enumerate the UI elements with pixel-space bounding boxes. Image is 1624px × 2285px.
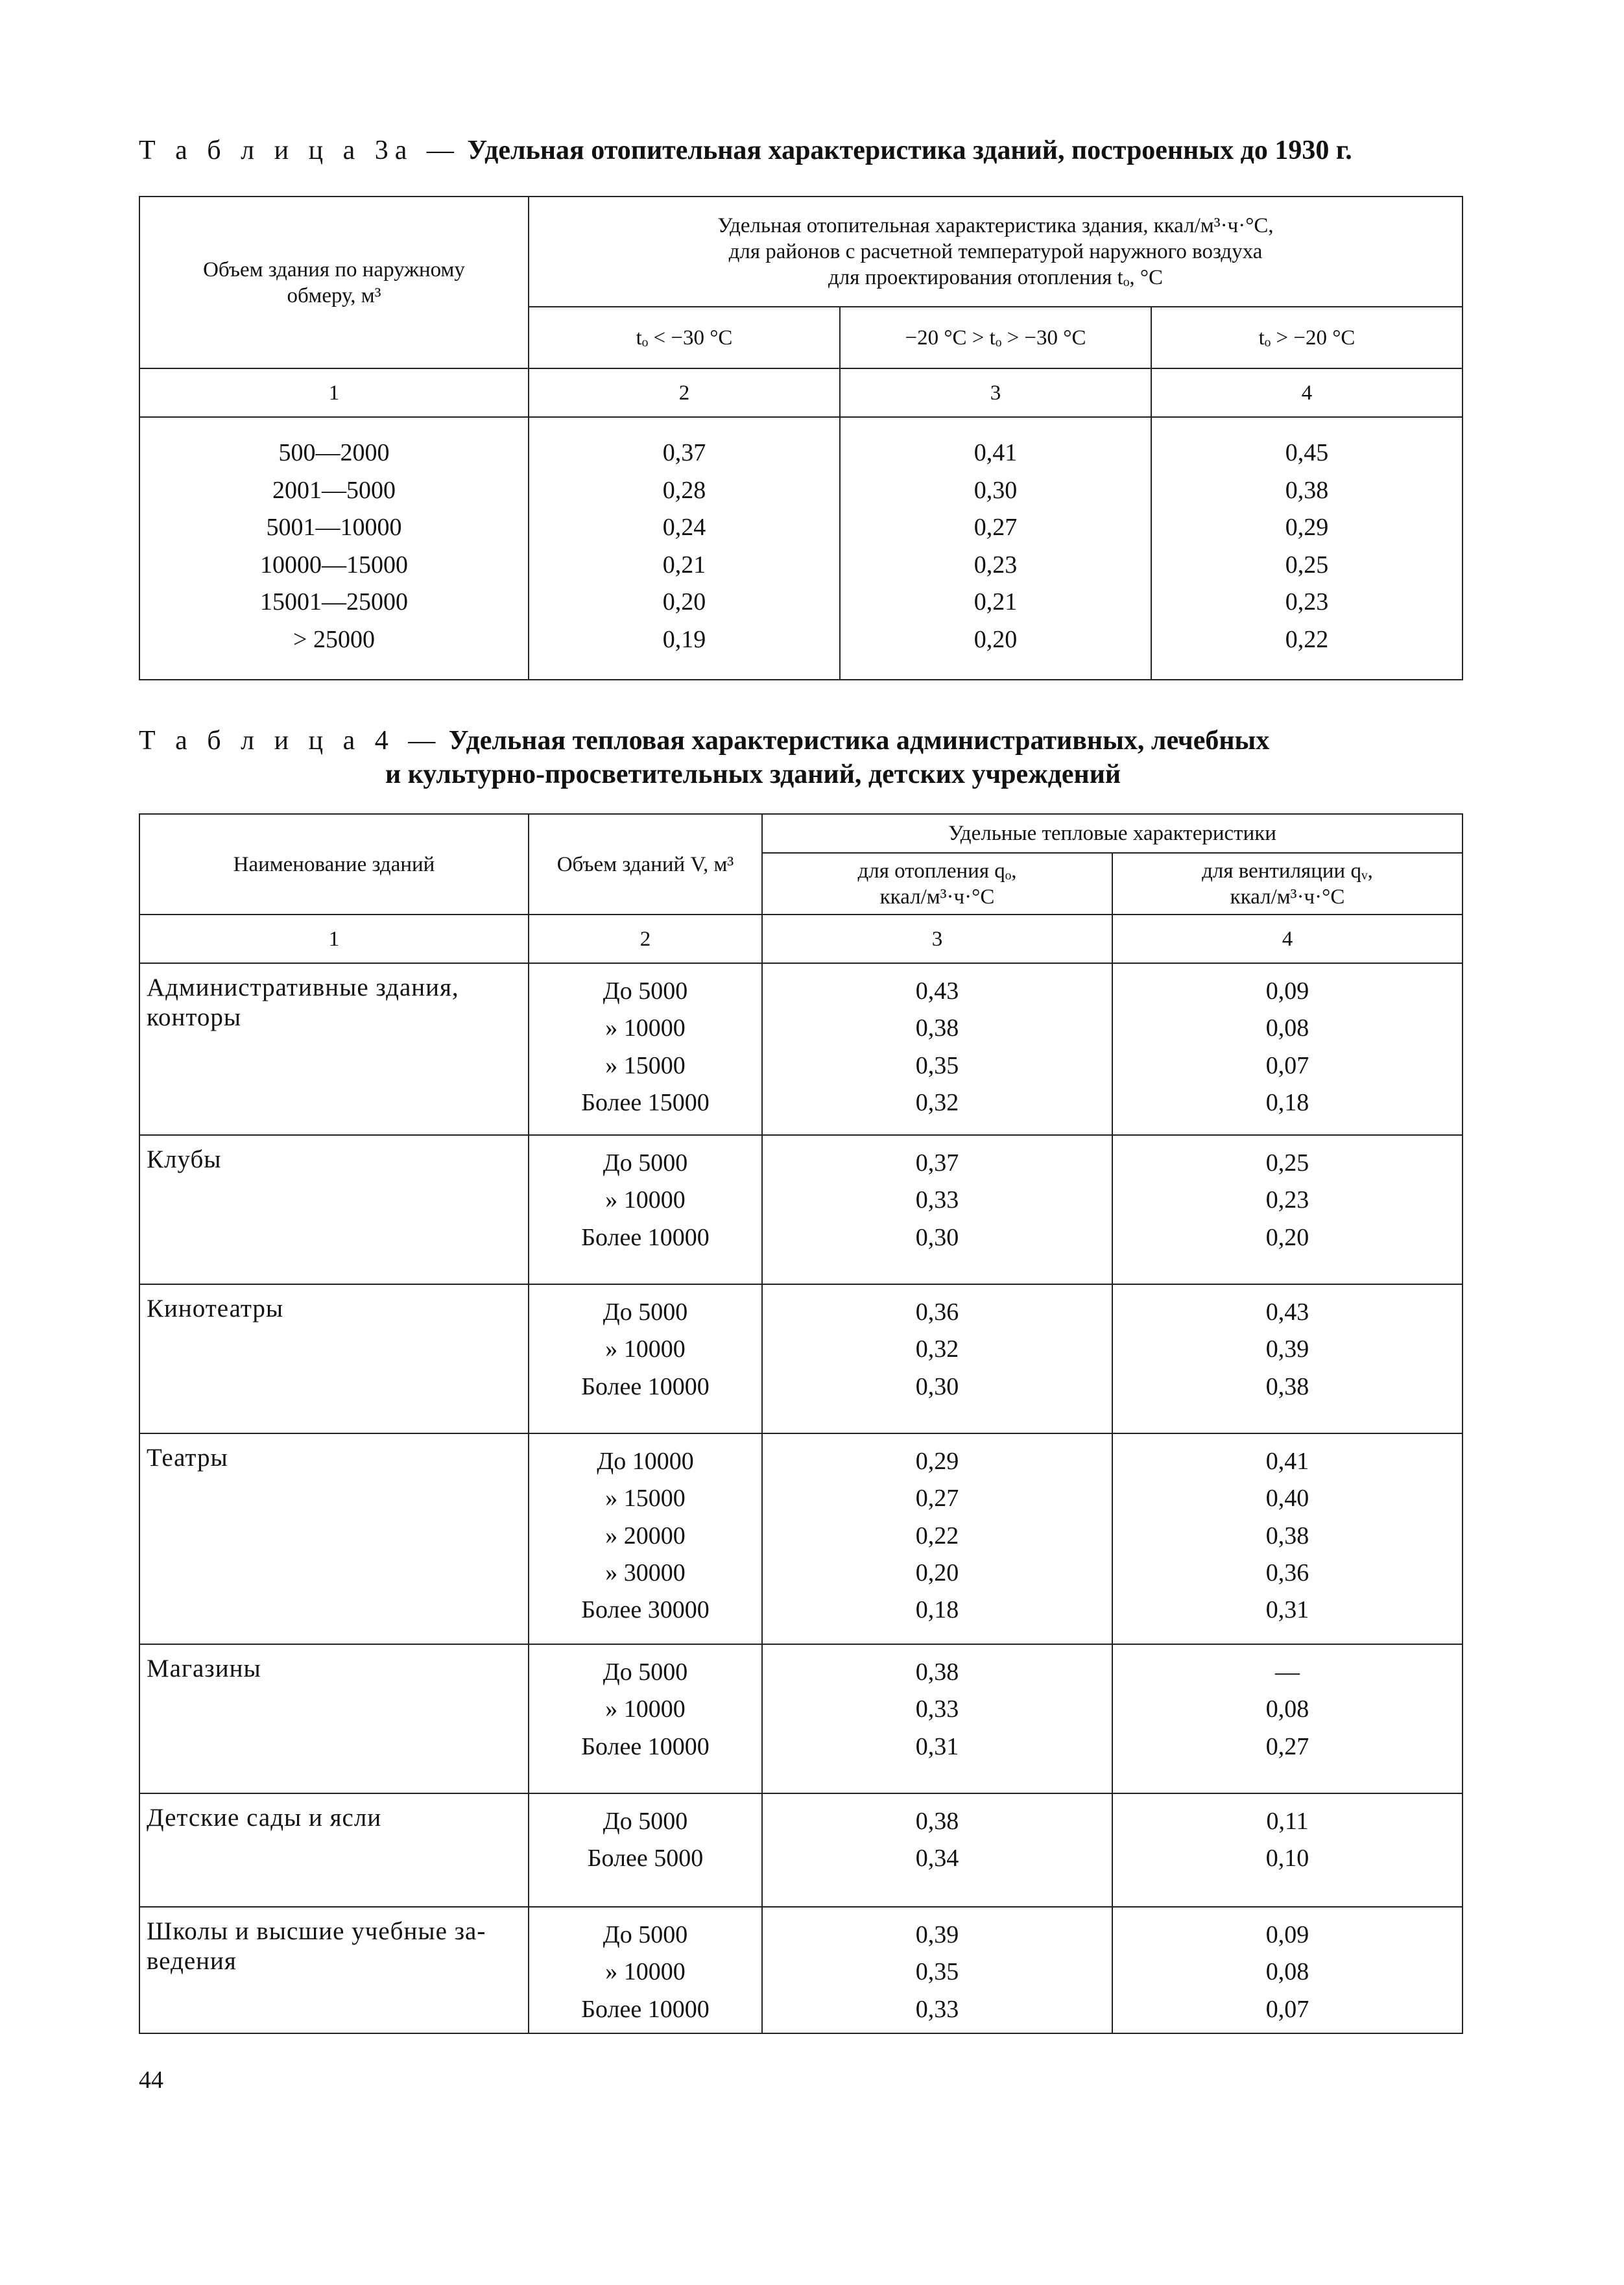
table-row <box>139 1644 1463 1793</box>
table-3a-title: Удельная отопительная характеристика зданий, построенных до 1930 г. <box>467 136 1352 165</box>
heating-values: 0,39 0,35 0,33 <box>762 1907 1112 2033</box>
t3-head-col4: tₒ > −20 °С <box>1151 307 1463 368</box>
table-row <box>139 963 1463 1135</box>
building-name: Административные здания, конторы <box>139 963 529 1135</box>
table-row <box>139 1135 1463 1284</box>
heating-values: 0,37 0,33 0,30 <box>762 1135 1112 1284</box>
heating-values: 0,38 0,33 0,31 <box>762 1644 1112 1793</box>
table-4 <box>139 813 1463 2034</box>
building-name: Кинотеатры <box>139 1284 529 1433</box>
table-4-caption <box>139 724 1462 791</box>
volume-values: До 5000 » 10000 Более 10000 <box>529 1135 762 1284</box>
t3-data-row <box>139 417 1463 680</box>
table-row <box>139 1793 1463 1907</box>
table-3a <box>139 196 1463 680</box>
heating-values: 0,38 0,34 <box>762 1793 1112 1907</box>
volume-values: До 10000 » 15000 » 20000 » 30000 Более 30000 <box>529 1433 762 1644</box>
t4-body <box>139 963 1463 2033</box>
t4-head-volume: Объем зданий V, м³ <box>529 814 762 915</box>
table-3a-label: Т а б л и ц а 3а — <box>139 136 460 165</box>
ventilation-values: 0,09 0,08 0,07 0,18 <box>1112 963 1463 1135</box>
t3-col2-values: 0,37 0,28 0,24 0,21 0,20 0,19 <box>529 417 840 680</box>
building-name: Магазины <box>139 1644 529 1793</box>
t3-col4-values: 0,45 0,38 0,29 0,25 0,23 0,22 <box>1151 417 1463 680</box>
ventilation-values: 0,25 0,23 0,20 <box>1112 1135 1463 1284</box>
volume-values: До 5000 » 10000 Более 10000 <box>529 1284 762 1433</box>
t3-col-numbers-row: 1 2 3 4 <box>139 368 1463 417</box>
heating-values: 0,43 0,38 0,35 0,32 <box>762 963 1112 1135</box>
t3-head-col2: tₒ < −30 °С <box>529 307 840 368</box>
volume-values: До 5000 » 10000 Более 10000 <box>529 1644 762 1793</box>
table-row <box>139 1284 1463 1433</box>
t3-head-col3: −20 °С > tₒ > −30 °С <box>840 307 1151 368</box>
page-number: 44 <box>139 2066 163 2094</box>
volume-values: До 5000 » 10000 Более 10000 <box>529 1907 762 2033</box>
t4-head-name: Наименование зданий <box>139 814 529 915</box>
ventilation-values: 0,11 0,10 <box>1112 1793 1463 1907</box>
ventilation-values: 0,09 0,08 0,07 <box>1112 1907 1463 2033</box>
t3-col3-values: 0,41 0,30 0,27 0,23 0,21 0,20 <box>840 417 1151 680</box>
heating-values: 0,29 0,27 0,22 0,20 0,18 <box>762 1433 1112 1644</box>
t4-head-ventilation: для вентиляции qᵥ, ккал/м³·ч·°С <box>1112 853 1463 915</box>
building-name: Школы и высшие учебные за- ведения <box>139 1907 529 2033</box>
ventilation-values: — 0,08 0,27 <box>1112 1644 1463 1793</box>
table-row <box>139 1433 1463 1644</box>
t4-head-heating: для отопления qₒ, ккал/м³·ч·°С <box>762 853 1112 915</box>
heating-values: 0,36 0,32 0,30 <box>762 1284 1112 1433</box>
t3-head-group: Удельная отопительная характеристика здания, ккал/м³·ч·°С, для районов с расчетной температурой наружного воздуха для проектирования отопления tₒ, °С <box>529 197 1463 307</box>
table-4-title-line2: и культурно-просветительных зданий, детских учреждений <box>385 760 1121 789</box>
volume-values: До 5000 » 10000 » 15000 Более 15000 <box>529 963 762 1135</box>
t4-head-group: Удельные тепловые характеристики <box>762 814 1463 853</box>
t3-volumes: 500—2000 2001—5000 5001—10000 10000—15000 15001—25000 > 25000 <box>139 417 529 680</box>
table-3a-caption <box>139 134 1462 167</box>
t3-head-volume: Объем здания по наружному обмеру, м³ <box>139 197 529 368</box>
table-4-label: Т а б л и ц а 4 — <box>139 726 442 756</box>
building-name: Клубы <box>139 1135 529 1284</box>
ventilation-values: 0,41 0,40 0,38 0,36 0,31 <box>1112 1433 1463 1644</box>
t4-col-numbers-row: 1 2 3 4 <box>139 915 1463 963</box>
table-4-title-line1: Удельная тепловая характеристика административных, лечебных <box>448 726 1270 756</box>
building-name: Театры <box>139 1433 529 1644</box>
volume-values: До 5000 Более 5000 <box>529 1793 762 1907</box>
ventilation-values: 0,43 0,39 0,38 <box>1112 1284 1463 1433</box>
building-name: Детские сады и ясли <box>139 1793 529 1907</box>
table-row <box>139 1907 1463 2033</box>
